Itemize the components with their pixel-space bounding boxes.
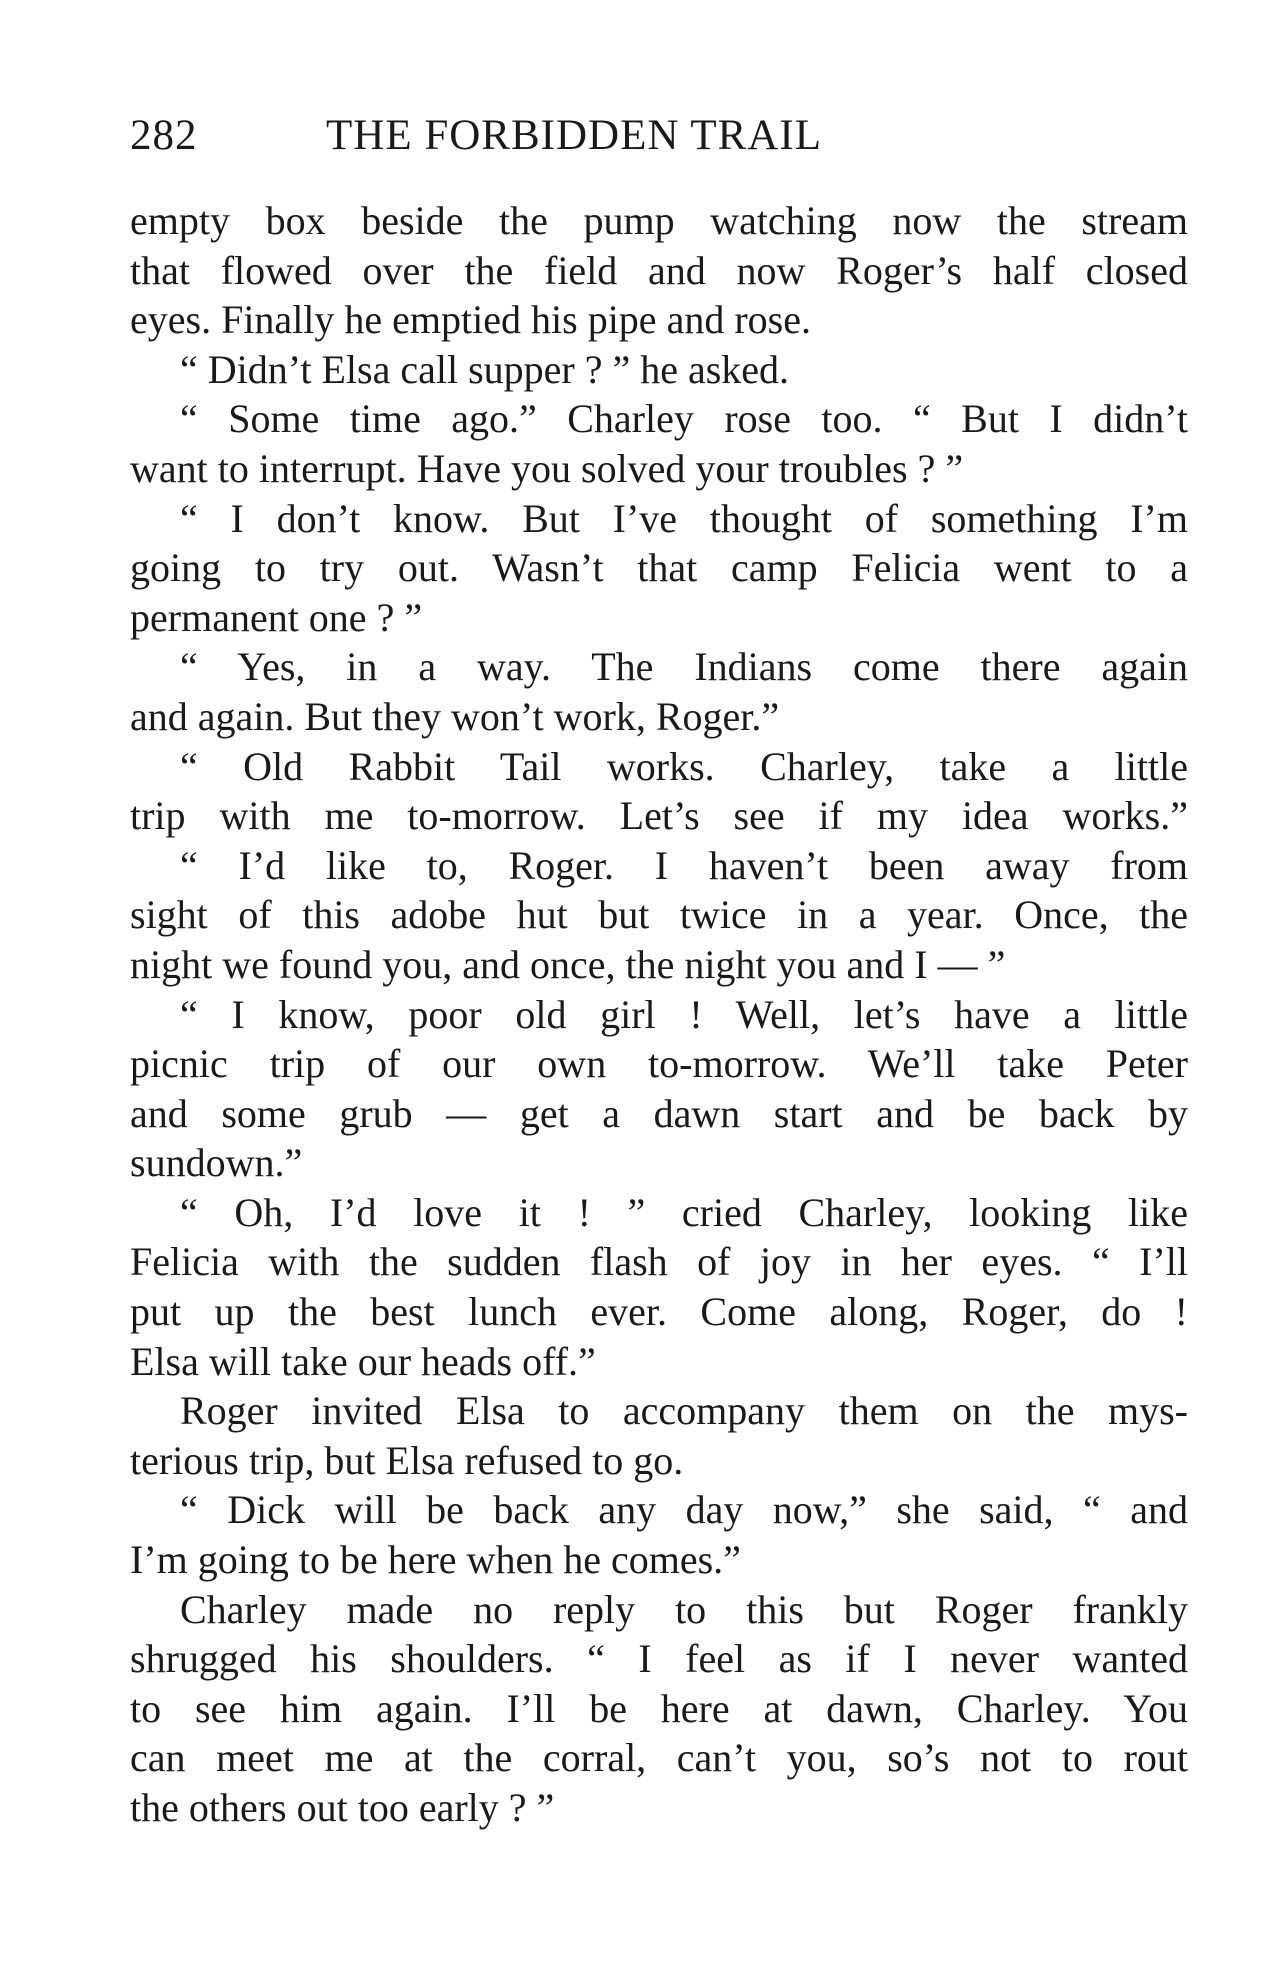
page-number: 282 <box>130 112 198 159</box>
text-line: want to interrupt. Have you solved your troubles ? ” <box>130 445 964 491</box>
text-line: put up the best lunch ever. Come along, Roger, do ! <box>130 1289 1188 1335</box>
text-line: shrugged his shoulders. “ I feel as if I never wanted <box>130 1636 1188 1682</box>
text-line: Charley made no reply to this but Roger frankly <box>180 1586 1188 1632</box>
text-line: trip with me to-morrow. Let’s see if my idea works.” <box>130 793 1188 839</box>
text-line: picnic trip of our own to-morrow. We’ll take Peter <box>130 1041 1188 1087</box>
text-line: and some grub — get a dawn start and be back by <box>130 1090 1188 1136</box>
text-line: permanent one ? ” <box>130 594 423 640</box>
text-line: “ Dick will be back any day now,” she said, “ and <box>180 1487 1188 1533</box>
text-line: “ Didn’t Elsa call supper ? ” he asked. <box>180 346 790 392</box>
text-line: going to try out. Wasn’t that camp Felicia went to a <box>130 545 1188 591</box>
text-line: the others out too early ? ” <box>130 1785 555 1830</box>
text-line: “ Oh, I’d love it ! ” cried Charley, looking like <box>180 1189 1188 1235</box>
text-line: eyes. Finally he emptied his pipe and rose. <box>130 297 811 343</box>
text-line: “ I’d like to, Roger. I haven’t been away from <box>180 842 1188 888</box>
text-line: Felicia with the sudden flash of joy in her eyes. “ I’ll <box>130 1239 1188 1285</box>
text-line: “ I know, poor old girl ! Well, let’s have a little <box>180 991 1188 1037</box>
text-line: I’m going to be here when he comes.” <box>130 1537 741 1583</box>
text-line: night we found you, and once, the night you and I — ” <box>130 941 1006 987</box>
text-line: terious trip, but Elsa refused to go. <box>130 1437 684 1483</box>
text-line: and again. But they won’t work, Roger.” <box>130 693 780 739</box>
text-line: “ Yes, in a way. The Indians come there again <box>180 644 1188 690</box>
text-line: “ Old Rabbit Tail works. Charley, take a little <box>180 743 1188 789</box>
running-head <box>130 106 960 166</box>
book-title: THE FORBIDDEN TRAIL <box>326 112 822 159</box>
text-line: empty box beside the pump watching now the stream <box>130 198 1188 243</box>
text-line: to see him again. I’ll be here at dawn, Charley. You <box>130 1685 1188 1731</box>
text-line: Roger invited Elsa to accompany them on the mys- <box>180 1388 1188 1434</box>
text-line: that flowed over the field and now Roger’s half closed <box>130 247 1188 293</box>
text-line: can meet me at the corral, can’t you, so’s not to rout <box>130 1735 1188 1781</box>
text-line: “ I don’t know. But I’ve thought of something I’m <box>180 495 1188 541</box>
text-line: sundown.” <box>130 1140 303 1186</box>
text-line: “ Some time ago.” Charley rose too. “ But I didn’t <box>180 396 1188 442</box>
body-text <box>130 196 1188 1833</box>
text-line: Elsa will take our heads off.” <box>130 1338 596 1384</box>
text-line: sight of this adobe hut but twice in a year. Once, the <box>130 892 1188 938</box>
